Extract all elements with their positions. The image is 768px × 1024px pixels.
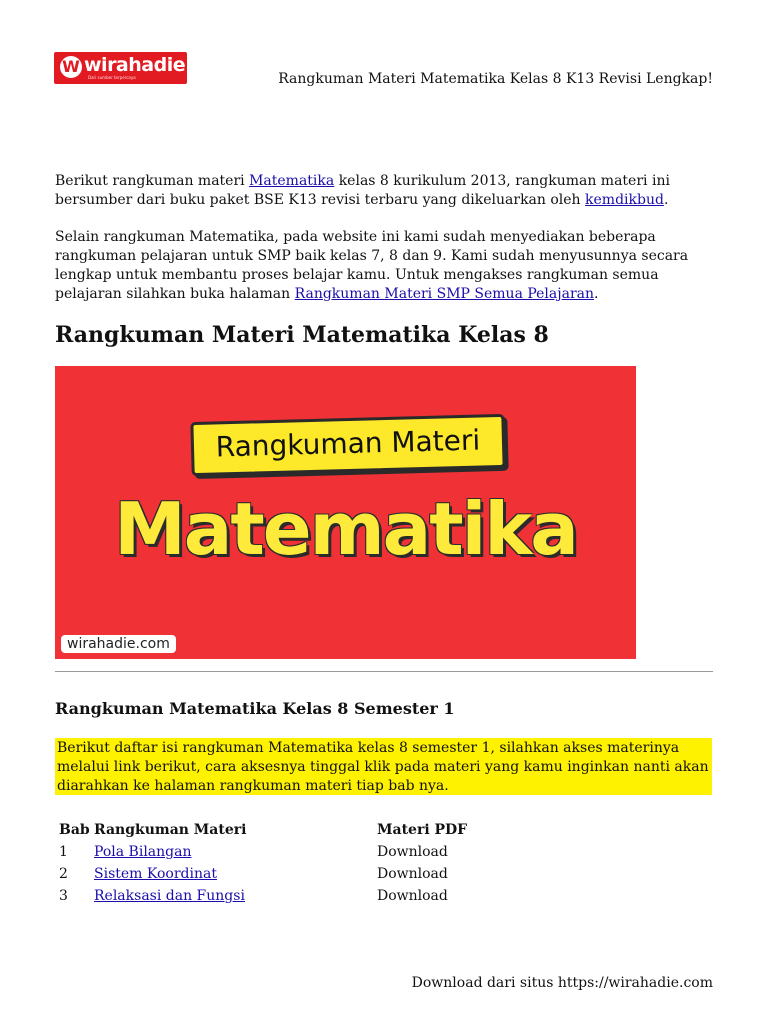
logo-mark-icon: W: [60, 56, 82, 78]
table-row: [55, 888, 535, 910]
table-row: [55, 844, 535, 866]
bab-number: 2: [59, 866, 68, 882]
banner-title: Matematika: [114, 487, 577, 571]
intro-text: Selain rangkuman Matematika, pada website ini kami sudah menyediakan beberapa rangkuman pelajaran untuk SMP baik kelas 7, 8 dan 9. Kami sudah menyusunnya secara lengkap untuk membantu proses belajar kamu. Untuk mengakses rangkuman semua pelajaran silahkan buka halaman: [55, 229, 689, 302]
divider: [55, 671, 713, 672]
toc-table: [55, 822, 535, 910]
materi-link[interactable]: Sistem Koordinat: [94, 866, 217, 882]
link-kemdikbud[interactable]: kemdikbud: [585, 192, 664, 208]
materi-link[interactable]: Pola Bilangan: [94, 844, 192, 860]
materi-link[interactable]: Relaksasi dan Fungsi: [94, 888, 245, 904]
page-title: Rangkuman Materi Matematika Kelas 8: [55, 322, 549, 348]
download-text[interactable]: Download: [377, 866, 448, 882]
download-text[interactable]: Download: [377, 844, 448, 860]
bab-number: 1: [59, 844, 68, 860]
download-text[interactable]: Download: [377, 888, 448, 904]
section-heading: Rangkuman Matematika Kelas 8 Semester 1: [55, 699, 455, 718]
link-matematika[interactable]: Matematika: [249, 173, 335, 189]
highlight-note: Berikut daftar isi rangkuman Matematika kelas 8 semester 1, silahkan akses materinya melalui link berikut, cara aksesnya tinggal klik pada materi yang kamu inginkan nanti akan diarahkan ke halaman rangkuman materi tiap bab nya.: [55, 738, 712, 795]
table-header-row: [55, 822, 535, 844]
logo-text: wirahadie: [84, 54, 186, 76]
intro-text: .: [663, 192, 669, 208]
intro-text: .: [594, 286, 599, 302]
header-bab: Bab: [59, 822, 90, 838]
banner-image: [55, 366, 636, 659]
banner-pill-text: Rangkuman Materi: [215, 423, 481, 464]
intro-paragraph-1: [55, 172, 715, 210]
header-pdf: Materi PDF: [377, 822, 468, 838]
header-rangkuman: Rangkuman Materi: [94, 822, 247, 838]
document-header-title: Rangkuman Materi Matematika Kelas 8 K13 Revisi Lengkap!: [278, 71, 713, 87]
site-logo[interactable]: [54, 52, 187, 84]
bab-number: 3: [59, 888, 68, 904]
intro-text: kelas 8 kurikulum 2013, rangkuman materi ini bersumber dari buku paket BSE K13 revisi terbaru yang dikeluarkan oleh: [55, 173, 670, 208]
banner-pill: [190, 414, 505, 476]
table-row: [55, 866, 535, 888]
link-rangkuman-smp[interactable]: Rangkuman Materi SMP Semua Pelajaran: [294, 286, 595, 302]
logo-tagline: Dari sumber terpercaya: [88, 75, 136, 80]
intro-text: Berikut rangkuman materi: [55, 173, 250, 189]
intro-paragraph-2: [55, 228, 715, 304]
footer-text: Download dari situs https://wirahadie.com: [411, 975, 713, 991]
banner-url: wirahadie.com: [61, 635, 176, 653]
